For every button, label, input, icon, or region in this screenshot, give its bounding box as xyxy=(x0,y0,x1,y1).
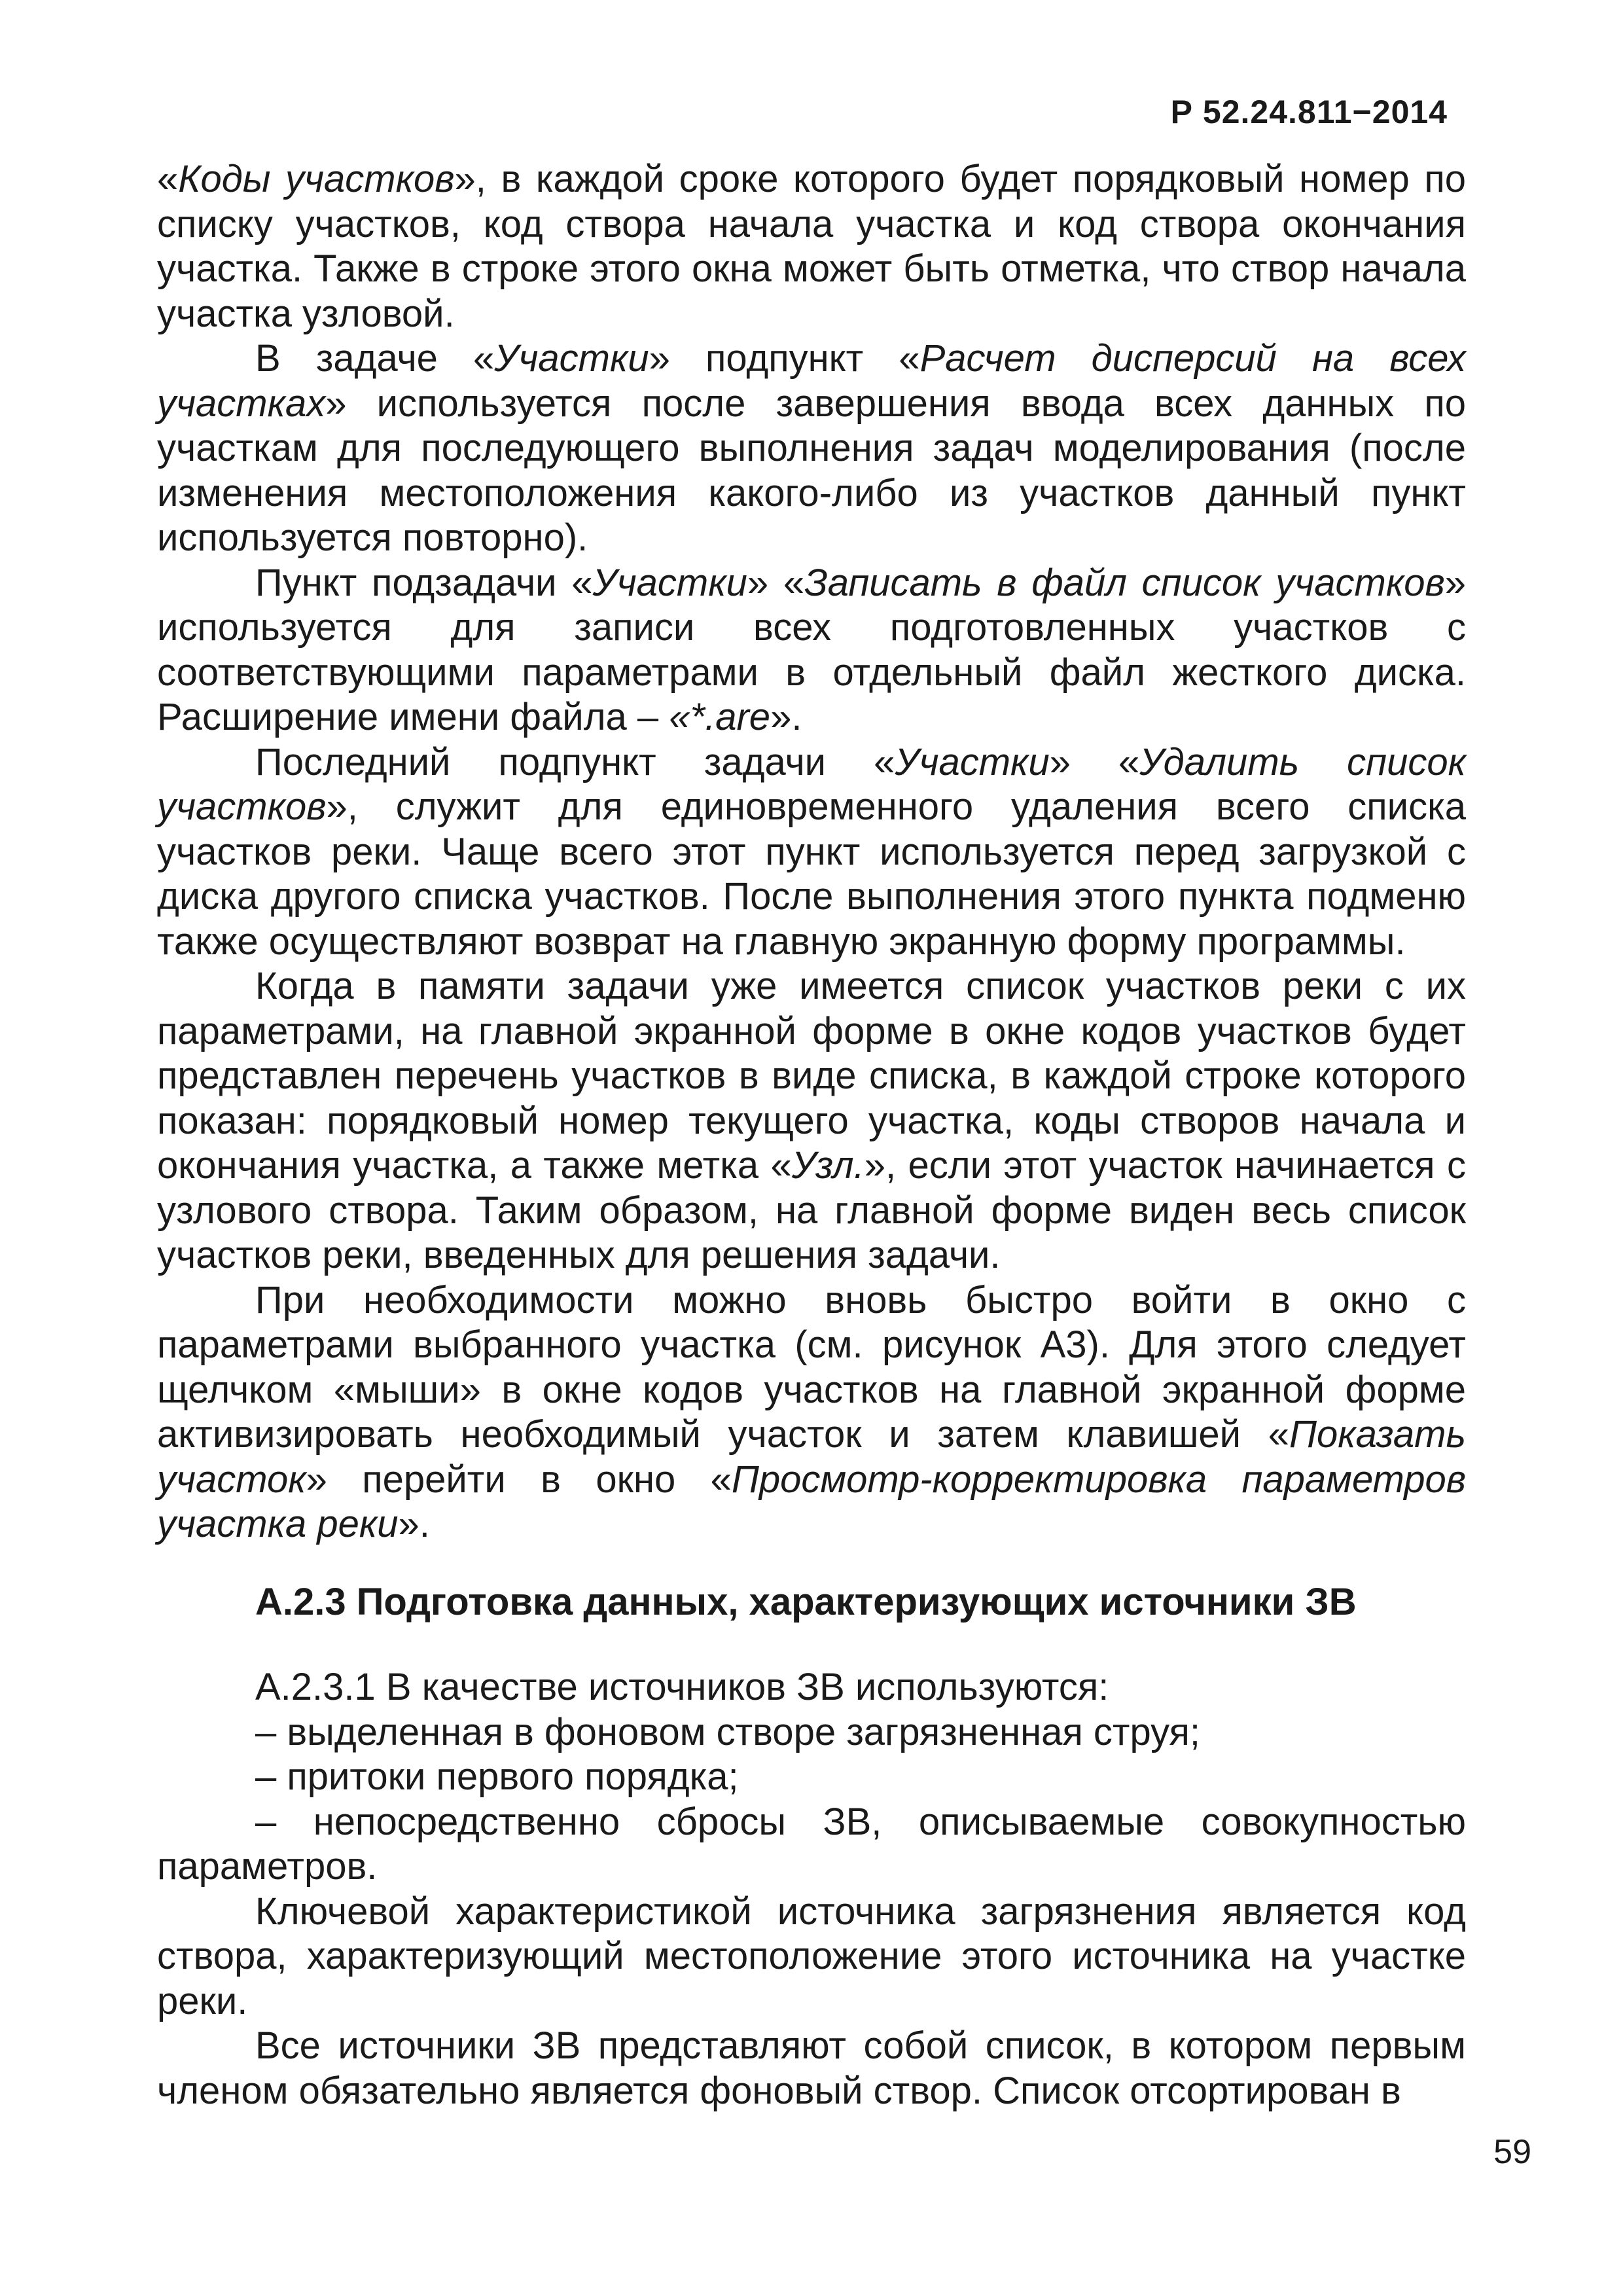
italic-term: Коды участков xyxy=(178,158,455,200)
italic-term: Участки xyxy=(592,561,747,604)
italic-term: Просмотр-корректировка параметров участка реки xyxy=(157,1458,1466,1545)
paragraph-sections-window xyxy=(157,157,1466,336)
body-text xyxy=(157,157,1466,2113)
paragraph-main-form xyxy=(157,964,1466,1278)
italic-term: Участки xyxy=(895,740,1050,783)
text-run: » подпункт « xyxy=(649,337,920,380)
text-run: », в каждой сроке которого будет порядковый номер по списку участков, код створа начала участка и код створа окончания участка. Также в строке этого окна может быть отметка, что створ начала участка узловой. xyxy=(157,158,1466,335)
italic-term: Удалить список участков xyxy=(157,740,1466,828)
text-run: » « xyxy=(1049,740,1140,783)
paragraph-sources-list: Все источники ЗВ представляют собой список, в котором первым членом обязательно является фоновый створ. Список отсортирован в xyxy=(157,2024,1466,2112)
paragraph-delete-list xyxy=(157,740,1466,965)
list-item: – притоки первого порядка; xyxy=(255,1755,739,1798)
italic-term: «*.are xyxy=(669,696,771,738)
text-run: Когда в памяти задачи уже имеется список участков реки с их параметрами, на главной экранной форме в окне кодов участков будет представлен перечень участков в виде списка, в каждой строке которого показан: порядковый номер текущего участка, коды створов начала и окончания участка, а также метка « xyxy=(157,965,1466,1187)
text-run: ». xyxy=(770,696,802,738)
text-run: », служит для единовременного удаления всего списка участков реки. Чаще всего этот пункт используется перед загрузкой с диска другого списка участков. После выполнения этого пункта подменю также осуществляют возврат на главную экранную форму программы. xyxy=(157,785,1466,963)
italic-term: Участки xyxy=(494,337,649,380)
section-heading: А.2.3 Подготовка данных, характеризующих источники ЗВ xyxy=(255,1580,1357,1623)
paragraph-dispersion xyxy=(157,336,1466,561)
text-run: ». xyxy=(398,1503,430,1545)
text-run: Пункт подзадачи « xyxy=(255,561,593,604)
italic-term: Расчет дисперсий на всех участках xyxy=(157,337,1466,425)
text-run: » используется после завершения ввода всех данных по участкам для последующего выполнения задач моделирования (после изменения местоположения какого-либо из участков данный пункт используется повторно). xyxy=(157,382,1466,559)
paragraph-show-section xyxy=(157,1278,1466,1547)
text-run: « xyxy=(157,158,179,200)
page-number: 59 xyxy=(1493,2133,1531,2171)
italic-term: Показать участок xyxy=(157,1413,1466,1501)
document-code: Р 52.24.811−2014 xyxy=(1170,94,1448,130)
text-run: При необходимости можно вновь быстро войти в окно с параметрами выбранного участка (см. рисунок А3). Для этого следует щелчком «мыши» в окне кодов участков на главной экранной форме активизировать необходимый участок и затем клавишей « xyxy=(157,1278,1466,1456)
text-run: » « xyxy=(747,561,805,604)
list-item: – выделенная в фоновом створе загрязненная струя; xyxy=(255,1710,1200,1753)
paragraph-sources-intro: А.2.3.1 В качестве источников ЗВ используются: xyxy=(255,1666,1109,1708)
paragraph-save-file xyxy=(157,561,1466,740)
list-item: – непосредственно сбросы ЗВ, описываемые совокупностью параметров. xyxy=(157,1800,1466,1888)
text-run: », если этот участок начинается с узлового створа. Таким образом, на главной форме виден весь список участков реки, введенных для решения задачи. xyxy=(157,1144,1466,1276)
text-run: Последний подпункт задачи « xyxy=(255,740,895,783)
text-run: » используется для записи всех подготовленных участков с соответствующими параметрами в отдельный файл жесткого диска. Расширение имени файла – xyxy=(157,561,1466,738)
text-run: В задаче « xyxy=(255,337,495,380)
italic-term: Записать в файл список участков xyxy=(804,561,1445,604)
paragraph-key-characteristic: Ключевой характеристикой источника загрязнения является код створа, характеризующий местоположение этого источника на участке реки. xyxy=(157,1890,1466,2022)
text-run: » перейти в окно « xyxy=(306,1458,732,1501)
italic-term: Узл. xyxy=(791,1144,865,1187)
